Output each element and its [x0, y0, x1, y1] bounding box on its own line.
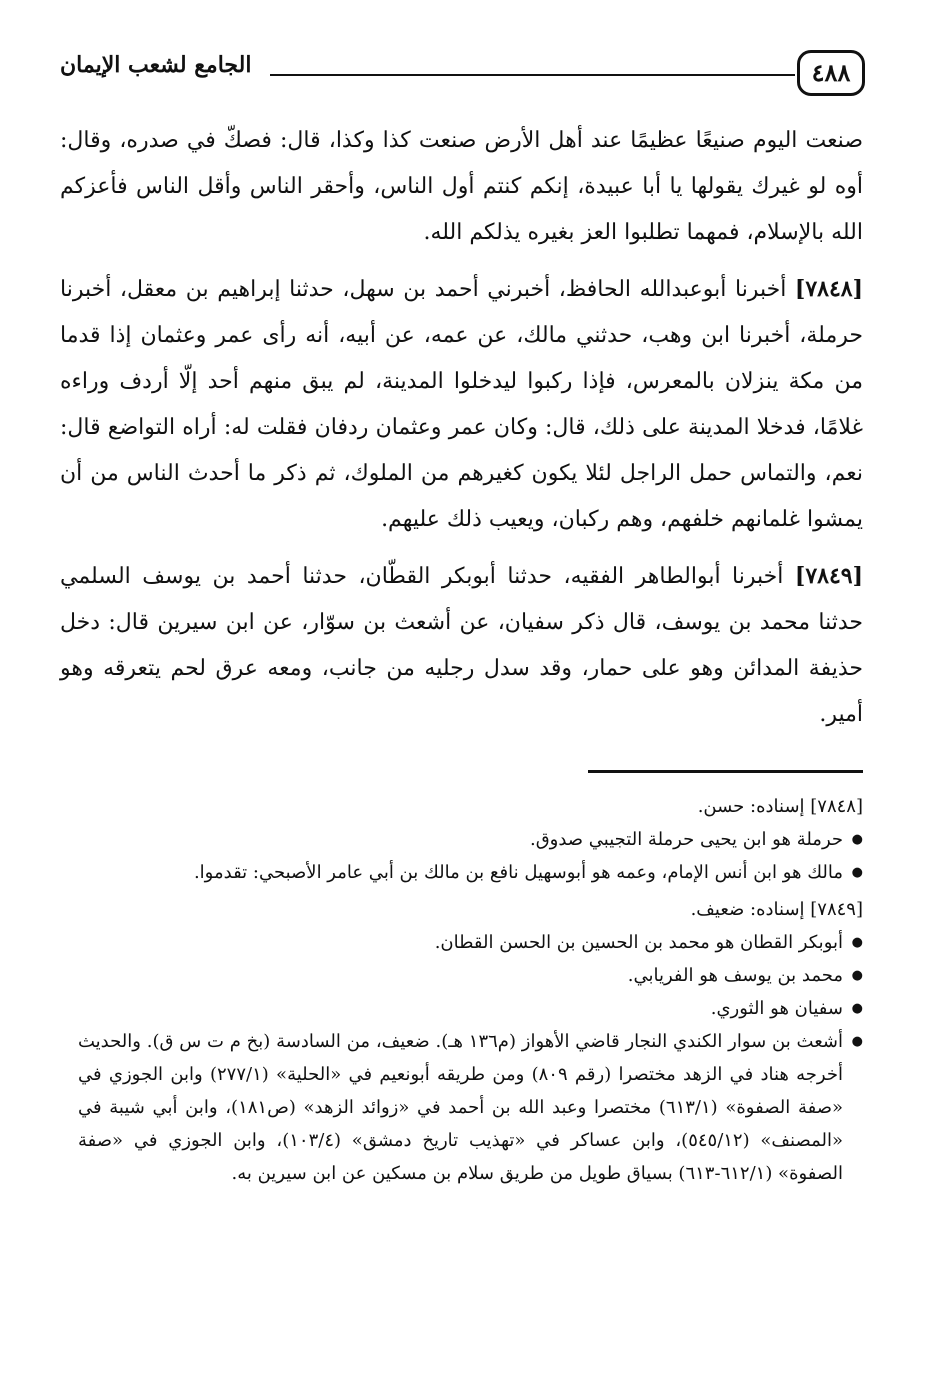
footnote-item: ● حرملة هو ابن يحيى حرملة التجيبي صدوق.: [78, 823, 863, 856]
footnote-item: ● مالك هو ابن أنس الإمام، وعمه هو أبوسهيل نافع بن مالك بن أبي عامر الأصبحي: تقدموا.: [78, 856, 863, 889]
footnote-item: ● أشعث بن سوار الكندي النجار قاضي الأهواز (م١٣٦ هـ). ضعيف، من السادسة (بخ م ت س ق). والحديث أخرجه هناد في الزهد مختصرا (رقم ٨٠٩) ومن طريقه أبونعيم في «الحلية» (٢٧٧/١) وابن الجوزي في «صفة الصفوة» (٦١٣/١) مختصرا وعبد الله بن أحمد في «زوائد الزهد» (ص١٨١)، وابن أبي شيبة في «المصنف» (٥٤٥/١٢)، وابن عساكر في «تهذيب تاريخ دمشق» (١٠٣/٤)، وابن الجوزي في «صفة الصفوة» (٦١٢/١-٦١٣) بسياق طويل من طريق سلام بن مسكين عن ابن سيرين به.: [78, 1025, 863, 1190]
main-text: [60, 118, 863, 748]
footnote-item: ● سفيان هو الثوري.: [78, 992, 863, 1025]
paragraph-text: أخبرنا أبوعبدالله الحافظ، أخبرني أحمد بن سهل، حدثنا إبراهيم بن معقل، أخبرنا حرملة، أخبرنا ابن وهب، حدثني مالك، عن عمه، عن أبيه، أنه رأى عمر وعثمان إذا قدما من مكة ينزلان بالمعرس، فإذا ركبوا ليدخلوا المدينة، لم يبق منهم أحد إلّا أردف وراءه غلامًا، فدخلا المدينة على ذلك، قال: وكان عمر وعثمان ردفان فقلت له: أراه التواضع قال: نعم، والتماس حمل الراجل لئلا يكون كغيرهم من الملوك، ثم ذكر ما أحدث الناس من أن يمشوا غلمانهم خلفهم، وهم ركبان، ويعيب ذلك عليهم.: [60, 277, 863, 532]
paragraph: [60, 118, 863, 256]
footnote-list: [78, 926, 863, 1190]
paragraph-text: أخبرنا أبوالطاهر الفقيه، حدثنا أبوبكر القطّان، حدثنا أحمد بن يوسف السلمي حدثنا محمد بن يوسف، قال ذكر سفيان، عن أشعث بن سوّار، عن ابن سيرين قال: دخل حذيفة المدائن وهو على حمار، وقد سدل رجليه من جانب، ومعه عرق لحم يتعرقه وهو أمير.: [60, 564, 863, 727]
header-rule: [270, 74, 795, 76]
hadith-number: [٧٨٤٩]: [794, 563, 863, 589]
footnotes: [78, 790, 863, 1194]
running-title: الجامع لشعب الإيمان: [60, 52, 252, 78]
hadith-number: [٧٨٤٨]: [794, 276, 864, 302]
footnote-item: ● محمد بن يوسف هو الفريابي.: [78, 959, 863, 992]
page-number: ٤٨٨: [797, 50, 865, 96]
hadith-paragraph: [60, 266, 863, 543]
footnote-rule: [588, 770, 863, 773]
hadith-paragraph: [60, 553, 863, 738]
footnote-heading: [٧٨٤٩] إسناده: ضعيف.: [690, 899, 863, 920]
footnote-heading: [٧٨٤٨] إسناده: حسن.: [697, 796, 863, 817]
page-header: [60, 50, 865, 102]
paragraph-text: صنعت اليوم صنيعًا عظيمًا عند أهل الأرض صنعت كذا وكذا، قال: فصكّ في صدره، وقال: أوه لو غيرك يقولها يا أبا عبيدة، إنكم كنتم أول الناس، وأحقر الناس وأقل الناس فأعزكم الله بالإسلام، فمهما تطلبوا العز بغيره يذلكم الله.: [60, 128, 863, 245]
footnote-list: [78, 823, 863, 889]
footnote-item: ● أبوبكر القطان هو محمد بن الحسين بن الحسن القطان.: [78, 926, 863, 959]
